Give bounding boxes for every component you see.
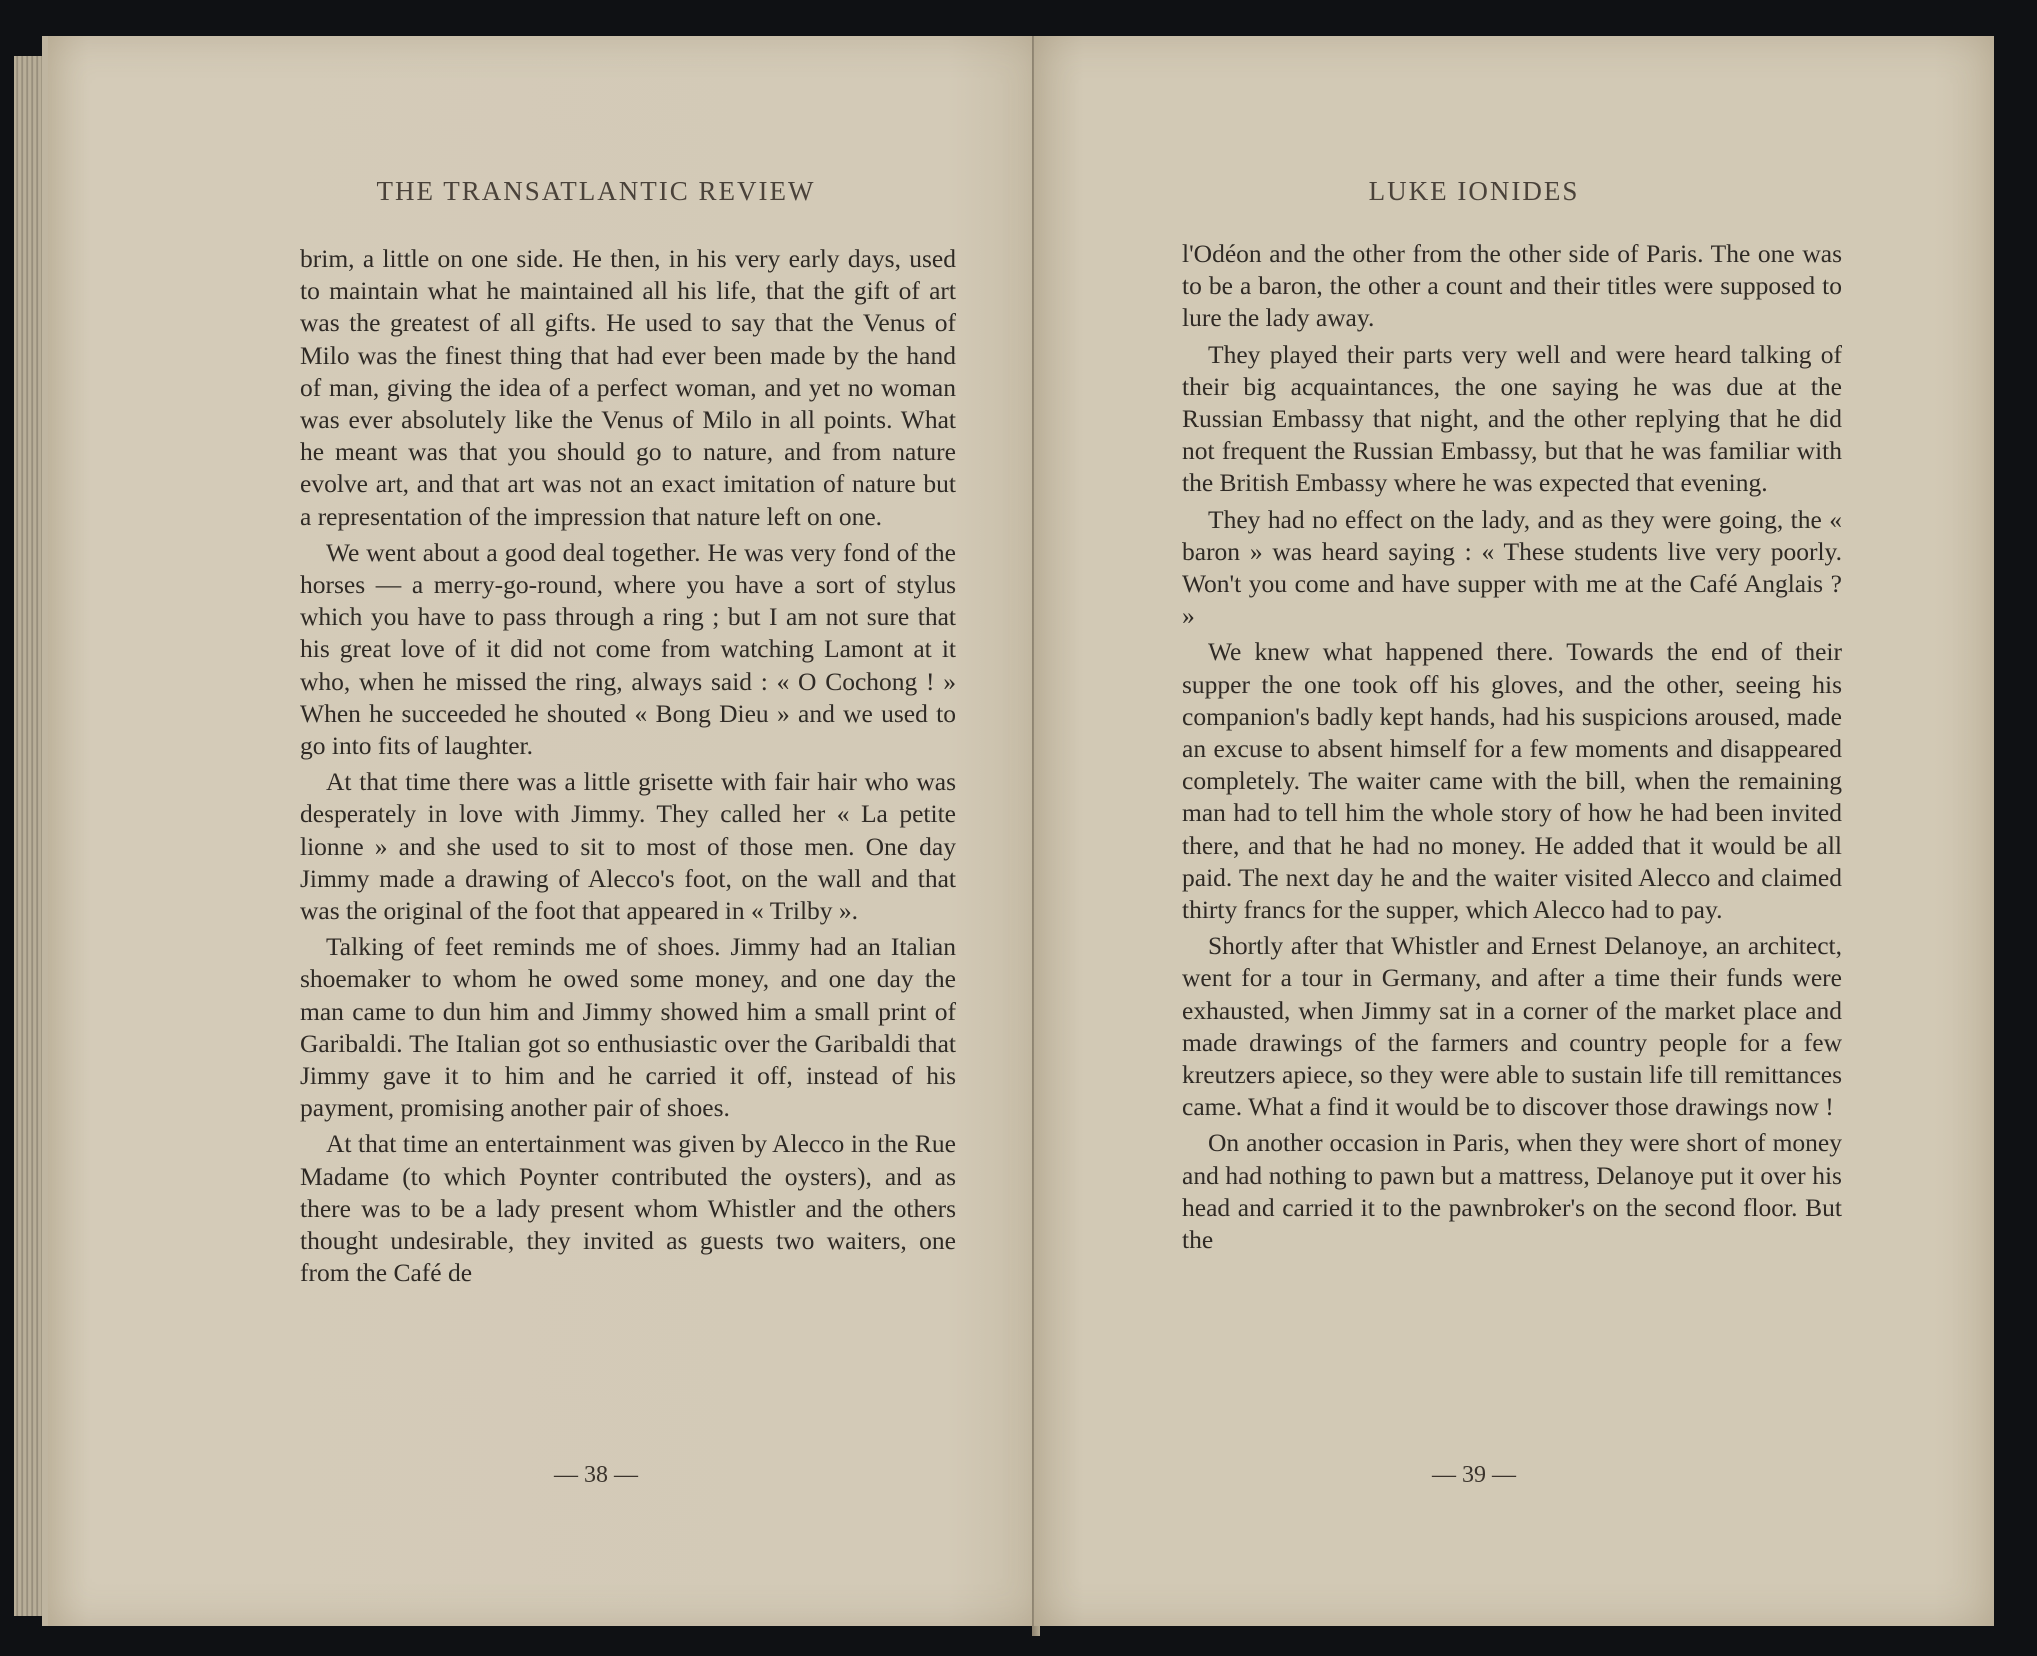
left-page [42, 36, 1044, 1626]
right-paragraph: They had no effect on the lady, and as they were going, the « baron » was heard saying : « These students live very poorly. Won't you come and have supper with me at the Café Anglais ? » [1182, 504, 1842, 631]
right-paragraph: l'Odéon and the other from the other side of Paris. The one was to be a baron, the other a count and their titles were supposed to lure the lady away. [1182, 239, 1842, 333]
left-paragraph: We went about a good deal together. He was very fond of the horses — a merry-go-round, where you have a sort of stylus which you have to pass through a ring ; but I am not sure that his great love of it did not come from watching Lamont at it who, when he missed the ring, always said : « O Cochong ! » When he succeeded he shouted « Bong Dieu » and we used to go into fits of laughter. [300, 537, 956, 761]
right-page [1034, 36, 1994, 1626]
left-paragraph: brim, a little on one side. He then, in his very early days, used to maintain what he maintained all his life, that the gift of art was the greatest of all gifts. He used to say that the Venus of Milo was the finest thing that had ever been made by the hand of man, giving the idea of a perfect woman, and yet no woman was ever absolutely like the Venus of Milo in all points. What he meant was that you should go to nature, and from nature evolve art, and that art was not an exact imitation of nature but a representation of the impression that nature left on one. [300, 244, 956, 531]
right-paragraph: They played their parts very well and were heard talking of their big acquaintances, the one saying he was due at the Russian Embassy that night, and the other replying that he did not frequent the Russian Embassy, but that he was familiar with the British Embassy where he was expected that evening. [1182, 339, 1842, 498]
right-running-head: LUKE IONIDES [1368, 176, 1580, 206]
left-running-head: THE TRANSATLANTIC REVIEW [376, 176, 816, 206]
page-edges [14, 56, 44, 1616]
left-paragraph: Talking of feet reminds me of shoes. Jimmy had an Italian shoemaker to whom he owed some money, and one day the man came to dun him and Jimmy showed him a small print of Garibaldi. The Italian got so enthusiastic over the Garibaldi that Jimmy gave it to him and he carried it off, instead of his payment, promising another pair of shoes. [300, 932, 956, 1123]
left-body-text [300, 243, 956, 1294]
left-paragraph: At that time an entertainment was given by Alecco in the Rue Madame (to which Poynter contributed the oysters), and as there was to be a lady present whom Whistler and the others thought undesirable, they invited as guests two waiters, one from the Café de [300, 1129, 956, 1288]
left-paragraph: At that time there was a little grisette with fair hair who was desperately in love with Jimmy. They called her « La petite lionne » and she used to sit to most of those men. One day Jimmy made a drawing of Alecco's foot, on the wall and that was the original of the foot that appeared in « Trilby ». [300, 767, 956, 926]
left-page-number: — 38 — [554, 1462, 638, 1488]
right-paragraph: On another occasion in Paris, when they were short of money and had nothing to pawn but a mattress, Delanoye put it over his head and carried it to the pawnbroker's on the second floor. But the [1182, 1128, 1842, 1255]
open-book [14, 36, 1989, 1636]
right-paragraph: We knew what happened there. Towards the end of their supper the one took off his gloves, and the other, seeing his companion's badly kept hands, had his suspicions aroused, made an excuse to absent himself for a few moments and disappeared completely. The waiter came with the bill, when the remaining man had to tell him the whole story of how he had been invited there, and that he had no money. He added that it would be all paid. The next day he and the waiter visited Alecco and claimed thirty francs for the supper, which Alecco had to pay. [1182, 637, 1842, 925]
right-page-number: — 39 — [1432, 1462, 1516, 1488]
right-body-text [1182, 238, 1842, 1260]
right-paragraph: Shortly after that Whistler and Ernest Delanoye, an architect, went for a tour in Germany, and after a time their funds were exhausted, when Jimmy sat in a corner of the market place and made drawings of the farmers and country people for a few kreutzers apiece, so they were able to sustain life till remittances came. What a find it would be to discover those drawings now ! [1182, 931, 1842, 1122]
